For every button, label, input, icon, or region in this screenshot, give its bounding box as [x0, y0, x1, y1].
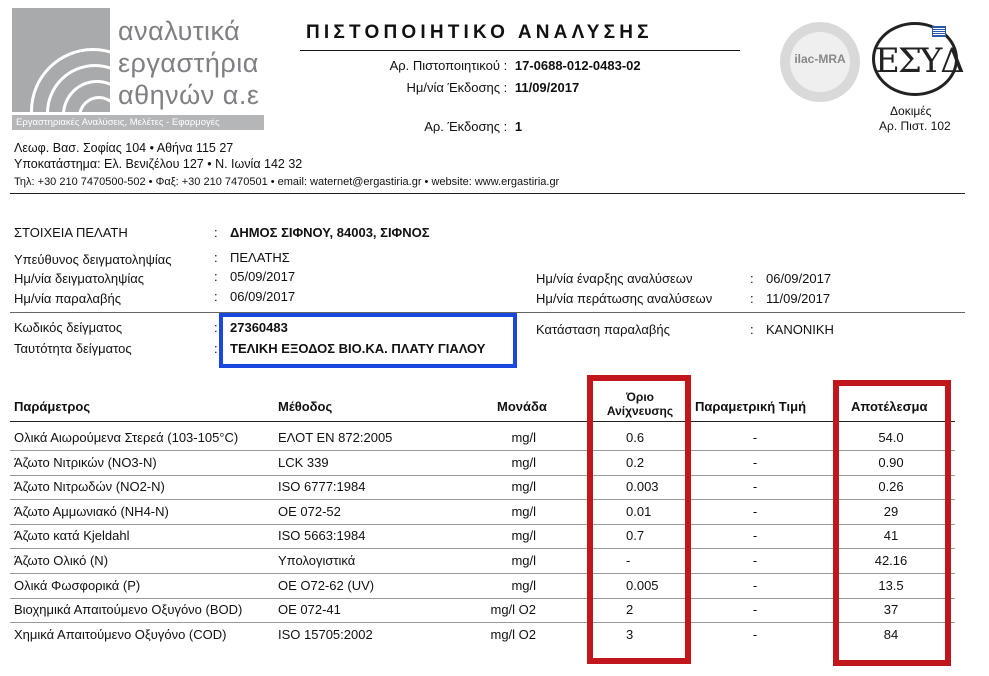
- cell-parametric-value: -: [752, 553, 758, 568]
- cell-parameter: Άζωτο Νιτρικών (NO3-N): [14, 455, 157, 470]
- cell-unit: mg/l: [511, 578, 536, 593]
- header-parametric-value: Παραμετρική Τιμή: [695, 399, 807, 414]
- cell-result: 13.5: [878, 578, 904, 593]
- certificate-number: 17-0688-012-0483-02: [514, 58, 641, 73]
- cell-parameter: Άζωτο κατά Kjeldahl: [14, 528, 130, 543]
- header-parameter: Παράμετρος: [14, 399, 91, 414]
- row-divider: [10, 622, 955, 623]
- lab-tagline: Εργαστηριακές Αναλύσεις, Μελέτες - Εφαρμογές: [12, 115, 264, 130]
- receipt-state: ΚΑΝΟΝΙΚΗ: [766, 322, 834, 337]
- cell-parametric-value: -: [752, 430, 758, 445]
- cell-parametric-value: -: [752, 455, 758, 470]
- cell-method: ISO 6777:1984: [278, 479, 366, 494]
- issue-date-row: Ημ/νία Έκδοσης : 11/09/2017: [406, 80, 580, 95]
- cell-unit: mg/l: [511, 528, 536, 543]
- sample-code-label: Κωδικός δείγματος: [14, 320, 123, 335]
- header-detection-limit-2: Ανίχνευσης: [606, 404, 674, 418]
- cell-parameter: Άζωτο Αμμωνιακό (NH4-N): [14, 504, 169, 519]
- row-divider: [10, 450, 955, 451]
- issue-date: 11/09/2017: [514, 80, 580, 95]
- logo-line-2: εργαστήρια: [118, 48, 259, 78]
- row-divider: [10, 598, 955, 599]
- cell-detection-limit: 0.01: [626, 504, 652, 519]
- ilac-mra-seal-icon: ilac-MRA: [780, 22, 860, 102]
- cell-unit: mg/l O2: [490, 602, 536, 617]
- sample-id-label: Ταυτότητα δείγματος: [14, 341, 132, 356]
- row-divider: [10, 548, 955, 549]
- cell-parameter: Χημικά Απαιτούμενο Οξυγόνο (COD): [14, 627, 227, 642]
- cell-method: ΟΕ 072-52: [278, 504, 341, 519]
- receipt-date: 06/09/2017: [230, 289, 296, 304]
- header-result: Αποτέλεσμα: [851, 399, 928, 414]
- client-name: ΔΗΜΟΣ ΣΙΦΝΟΥ, 84003, ΣΙΦΝΟΣ: [230, 225, 430, 240]
- row-divider: [10, 475, 955, 476]
- cell-method: LCK 339: [278, 455, 329, 470]
- esyd-logo-icon: ΕΣΥΔ: [872, 22, 958, 96]
- sampling-date: 05/09/2017: [230, 269, 296, 284]
- receipt-date-label: Ημ/νία παραλαβής: [14, 291, 122, 306]
- cell-detection-limit: 3: [626, 627, 634, 642]
- cell-result: 0.90: [878, 455, 904, 470]
- cell-parametric-value: -: [752, 602, 758, 617]
- greek-flag-icon: [932, 26, 946, 37]
- header-unit: Μονάδα: [497, 399, 547, 414]
- cell-method: ΟΕ 072-41: [278, 602, 341, 617]
- accreditation-line-2: Αρ. Πιστ. 102: [879, 119, 951, 133]
- header-divider: [10, 193, 965, 194]
- receipt-state-label: Κατάσταση παραλαβής: [536, 322, 670, 337]
- issue-number-row: Αρ. Έκδοσης : 1: [424, 119, 523, 134]
- cell-unit: mg/l: [511, 504, 536, 519]
- contact-line: Τηλ: +30 210 7470500-502 • Φαξ: +30 210 7470501 • email: waternet@ergastiria.gr • website: www.ergastiria.gr: [14, 176, 560, 188]
- row-divider: [10, 524, 955, 525]
- sampler-label: Υπεύθυνος δειγματοληψίας: [14, 252, 172, 267]
- cell-method: ISO 15705:2002: [278, 627, 373, 642]
- cell-parameter: Άζωτο Νιτρωδών (NO2-N): [14, 479, 165, 494]
- cell-unit: mg/l: [511, 430, 536, 445]
- cell-parametric-value: -: [752, 479, 758, 494]
- row-divider: [10, 573, 955, 574]
- cell-parametric-value: -: [752, 627, 758, 642]
- row-divider: [10, 499, 955, 500]
- cell-parameter: Άζωτο Ολικό (N): [14, 553, 109, 568]
- cell-unit: mg/l O2: [490, 627, 536, 642]
- cell-parametric-value: -: [752, 504, 758, 519]
- cell-parameter: Βιοχημικά Απαιτούμενο Οξυγόνο (BOD): [14, 602, 243, 617]
- cell-method: ΟΕ Ο72-62 (UV): [278, 578, 375, 593]
- cell-detection-limit: 0.003: [626, 479, 659, 494]
- issue-number: 1: [514, 119, 523, 134]
- analysis-end-date: 11/09/2017: [766, 291, 831, 306]
- cell-detection-limit: 0.005: [626, 578, 659, 593]
- header-method: Μέθοδος: [278, 399, 333, 414]
- logo-line-1: αναλυτικά: [118, 16, 241, 46]
- lab-logo-mark: [12, 8, 110, 112]
- address-line-2: Υποκατάστημα: Ελ. Βενιζέλου 127 • Ν. Ιωνία 142 32: [14, 157, 303, 171]
- cell-parameter: Ολικά Φωσφορικά (P): [14, 578, 141, 593]
- accreditation-line-1: Δοκιμές: [890, 104, 932, 118]
- cell-method: ISO 5663:1984: [278, 528, 366, 543]
- cell-result: 37: [883, 602, 899, 617]
- result-highlight-box: [833, 380, 951, 666]
- address-line-1: Λεωφ. Βασ. Σοφίας 104 • Αθήνα 115 27: [14, 141, 234, 155]
- cell-method: ΕΛΟΤ ΕΝ 872:2005: [278, 430, 393, 445]
- sampling-date-label: Ημ/νία δειγματοληψίας: [14, 271, 145, 286]
- analysis-start-date: 06/09/2017: [766, 271, 832, 286]
- cell-parameter: Ολικά Αιωρούμενα Στερεά (103-105°C): [14, 430, 239, 445]
- cell-parametric-value: -: [752, 528, 758, 543]
- logo-line-3: αθηνών α.ε: [118, 80, 260, 110]
- certificate-number-row: Αρ. Πιστοποιητικού : 17-0688-012-0483-02: [389, 58, 641, 73]
- sample-highlight-box: [219, 313, 517, 368]
- cell-detection-limit: 2: [626, 602, 634, 617]
- cell-detection-limit: -: [626, 553, 631, 568]
- cell-detection-limit: 0.6: [626, 430, 645, 445]
- cell-unit: mg/l: [511, 455, 536, 470]
- cell-unit: mg/l: [511, 553, 536, 568]
- cell-method: Υπολογιστικά: [278, 553, 356, 568]
- sample-id: ΤΕΛΙΚΗ ΕΞΟΔΟΣ ΒΙΟ.ΚΑ. ΠΛΑΤΥ ΓΙΑΛΟΥ: [230, 341, 486, 356]
- sample-code: 27360483: [230, 320, 288, 335]
- cell-result: 42.16: [874, 553, 908, 568]
- certificate-title: ΠΙΣΤΟΠΟΙΗΤΙΚΟ ΑΝΑΛΥΣΗΣ: [306, 22, 653, 43]
- header-detection-limit-1: Όριο: [626, 390, 654, 404]
- table-header-divider: [10, 421, 955, 422]
- cell-result: 84: [883, 627, 899, 642]
- cell-result: 0.26: [878, 479, 904, 494]
- detection-limit-highlight-box: [587, 375, 691, 664]
- cell-parametric-value: -: [752, 578, 758, 593]
- analysis-end-label: Ημ/νία περάτωσης αναλύσεων: [536, 291, 713, 306]
- cell-result: 29: [883, 504, 899, 519]
- analysis-start-label: Ημ/νία έναρξης αναλύσεων: [536, 271, 693, 286]
- cell-detection-limit: 0.7: [626, 528, 645, 543]
- cell-unit: mg/l: [511, 479, 536, 494]
- title-underline: [300, 50, 740, 51]
- cell-detection-limit: 0.2: [626, 455, 645, 470]
- sampler-value: ΠΕΛΑΤΗΣ: [230, 250, 290, 265]
- cell-result: 41: [883, 528, 899, 543]
- client-label: ΣΤΟΙΧΕΙΑ ΠΕΛΑΤΗ: [14, 225, 128, 240]
- cell-result: 54.0: [878, 430, 904, 445]
